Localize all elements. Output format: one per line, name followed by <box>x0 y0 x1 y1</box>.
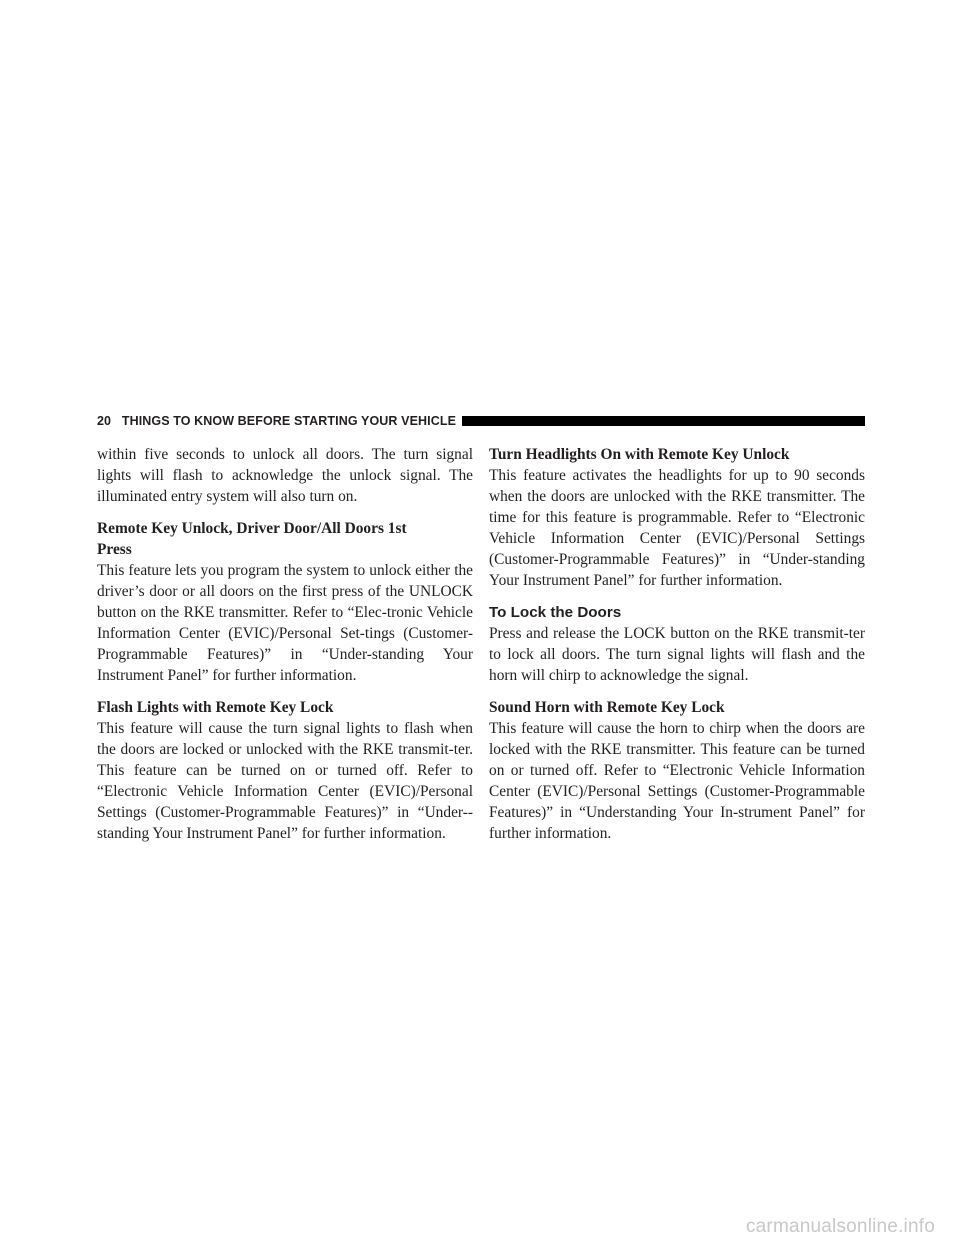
remote-unlock-heading-line2: Press <box>97 541 132 558</box>
section-title: THINGS TO KNOW BEFORE STARTING YOUR VEHICLE <box>121 414 457 428</box>
watermark: carmanualsonline.info <box>745 1216 935 1237</box>
flash-lights-heading: Flash Lights with Remote Key Lock <box>97 699 334 716</box>
running-header <box>97 413 865 429</box>
remote-unlock-heading <box>97 518 473 560</box>
lock-doors-heading: To Lock the Doors <box>489 604 622 621</box>
sound-horn-body: This feature will cause the horn to chirp when the doors are locked with the RKE transmitter. This feature can be turned on or turned off. Refer to “Electronic Vehicle Information Center (EVIC)/Personal Settings (Customer-Programmable Features)” in “Understanding Your In-strument Panel” for further information. <box>489 720 865 842</box>
page-number: 20 <box>97 414 112 428</box>
flash-lights-body: This feature will cause the turn signal lights to flash when the doors are locked or unlocked with the RKE transmit-ter. This feature can be turned on or turned off. Refer to “Electronic Vehicle Information Center (EVIC)/Personal Settings (Customer-Programmable Features)” in “Under-standing Your Instrument Panel” for further information. <box>97 720 473 842</box>
sound-horn-heading: Sound Horn with Remote Key Lock <box>489 699 725 716</box>
remote-unlock-heading-line1: Remote Key Unlock, Driver Door/All Doors 1st <box>97 520 407 537</box>
lock-doors-body: Press and release the LOCK button on the RKE transmit-ter to lock all doors. The turn signal lights will flash and the horn will chirp to acknowledge the signal. <box>489 625 865 684</box>
remote-unlock-body: This feature lets you program the system to unlock either the driver’s door or all doors on the first press of the UNLOCK button on the RKE transmitter. Refer to “Elec-tronic Vehicle Information Center (EVIC)/Personal Set-tings (Customer-Programmable Features)” in “Under-standing Your Instrument Panel” for further information. <box>97 562 473 684</box>
headlights-body: This feature activates the headlights for up to 90 seconds when the doors are unlocked with the RKE transmitter. The time for this feature is programmable. Refer to “Electronic Vehicle Information Center (EVIC)/Personal Settings (Customer-Programmable Features)” in “Under-standing Your Instrument Panel” for further information. <box>489 467 865 589</box>
right-column <box>489 444 865 844</box>
headlights-heading: Turn Headlights On with Remote Key Unlock <box>489 446 790 463</box>
header-text <box>97 413 462 429</box>
left-column <box>97 444 473 844</box>
intro-paragraph: within five seconds to unlock all doors. The turn signal lights will flash to acknowledge the unlock signal. The illuminated entry system will also turn on. <box>97 446 473 505</box>
